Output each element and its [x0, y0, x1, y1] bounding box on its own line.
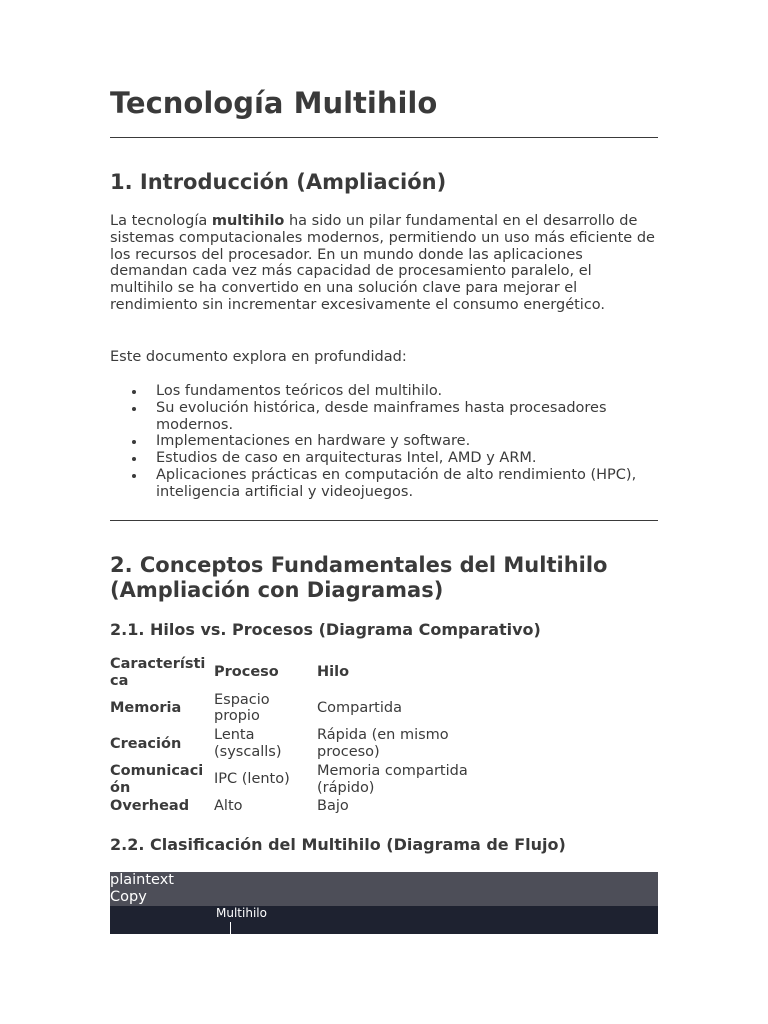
document-title: Tecnología Multihilo [110, 86, 438, 120]
table-cell: Memoria [110, 699, 182, 716]
list-item: Su evolución histórica, desde mainframes hasta procesadores modernos. [156, 400, 658, 434]
diagram-connector-line [230, 922, 231, 934]
table-cell: Rápida (en mismo proceso) [317, 727, 449, 760]
table-cell: Lenta (syscalls) [214, 727, 282, 760]
list-item: Aplicaciones prácticas en computación de alto rendimiento (HPC), inteligencia artificial y videojuegos. [156, 467, 658, 501]
table-cell: Espacio propio [214, 691, 270, 725]
code-block [110, 906, 658, 934]
table-cell: IPC (lento) [214, 771, 290, 788]
table-header-row [110, 655, 491, 691]
list-item: Implementaciones en hardware y software. [156, 433, 658, 450]
code-block-header [110, 872, 658, 906]
code-content: Multihilo [216, 906, 267, 920]
table-header-cell: Proceso [214, 664, 279, 681]
code-language-label: plaintext [110, 872, 174, 888]
subsection-2-2-heading: 2.2. Clasificación del Multihilo (Diagrama de Flujo) [110, 835, 566, 854]
subsection-2-1-heading: 2.1. Hilos vs. Procesos (Diagrama Comparativo) [110, 620, 541, 639]
table-header-cell: Hilo [317, 664, 350, 681]
table-cell: Comunicación [110, 762, 204, 796]
table-cell: Memoria compartida (rápido) [317, 762, 468, 796]
topics-list [110, 383, 658, 501]
table-cell: Bajo [317, 798, 349, 815]
divider [110, 520, 658, 521]
table-row [110, 762, 491, 798]
table-row [110, 726, 491, 762]
table-cell: Creación [110, 735, 182, 752]
table-row [110, 797, 491, 816]
comparison-table [110, 655, 491, 816]
divider [110, 137, 658, 138]
table-header-cell: Característica [110, 656, 206, 689]
list-item: Estudios de caso en arquitecturas Intel, AMD y ARM. [156, 450, 658, 467]
explore-paragraph: Este documento explora en profundidad: [110, 349, 407, 365]
table-cell: Compartida [317, 699, 402, 716]
section-1-heading: 1. Introducción (Ampliación) [110, 170, 447, 194]
intro-paragraph [110, 213, 658, 314]
table-cell: Alto [214, 798, 243, 815]
intro-text-start: La tecnología [110, 213, 212, 229]
list-item: Los fundamentos teóricos del multihilo. [156, 383, 658, 400]
copy-button[interactable]: Copy [110, 888, 147, 905]
table-cell: Overhead [110, 798, 190, 815]
intro-bold-term: multihilo [211, 213, 285, 229]
table-row [110, 691, 491, 727]
intro-text-rest: ha sido un pilar fundamental en el desarrollo de sistemas computacionales modernos, permitiendo un uso más eficiente de los recursos del procesador. En un mundo donde las aplicaciones demandan cada vez más capacidad de procesamiento paralelo, el multihilo se ha convertido en una solución clave para mejorar el rendimiento sin incrementar excesivamente el consumo energético. [110, 213, 655, 313]
section-2-heading: 2. Conceptos Fundamentales del Multihilo (Ampliación con Diagramas) [110, 553, 608, 602]
